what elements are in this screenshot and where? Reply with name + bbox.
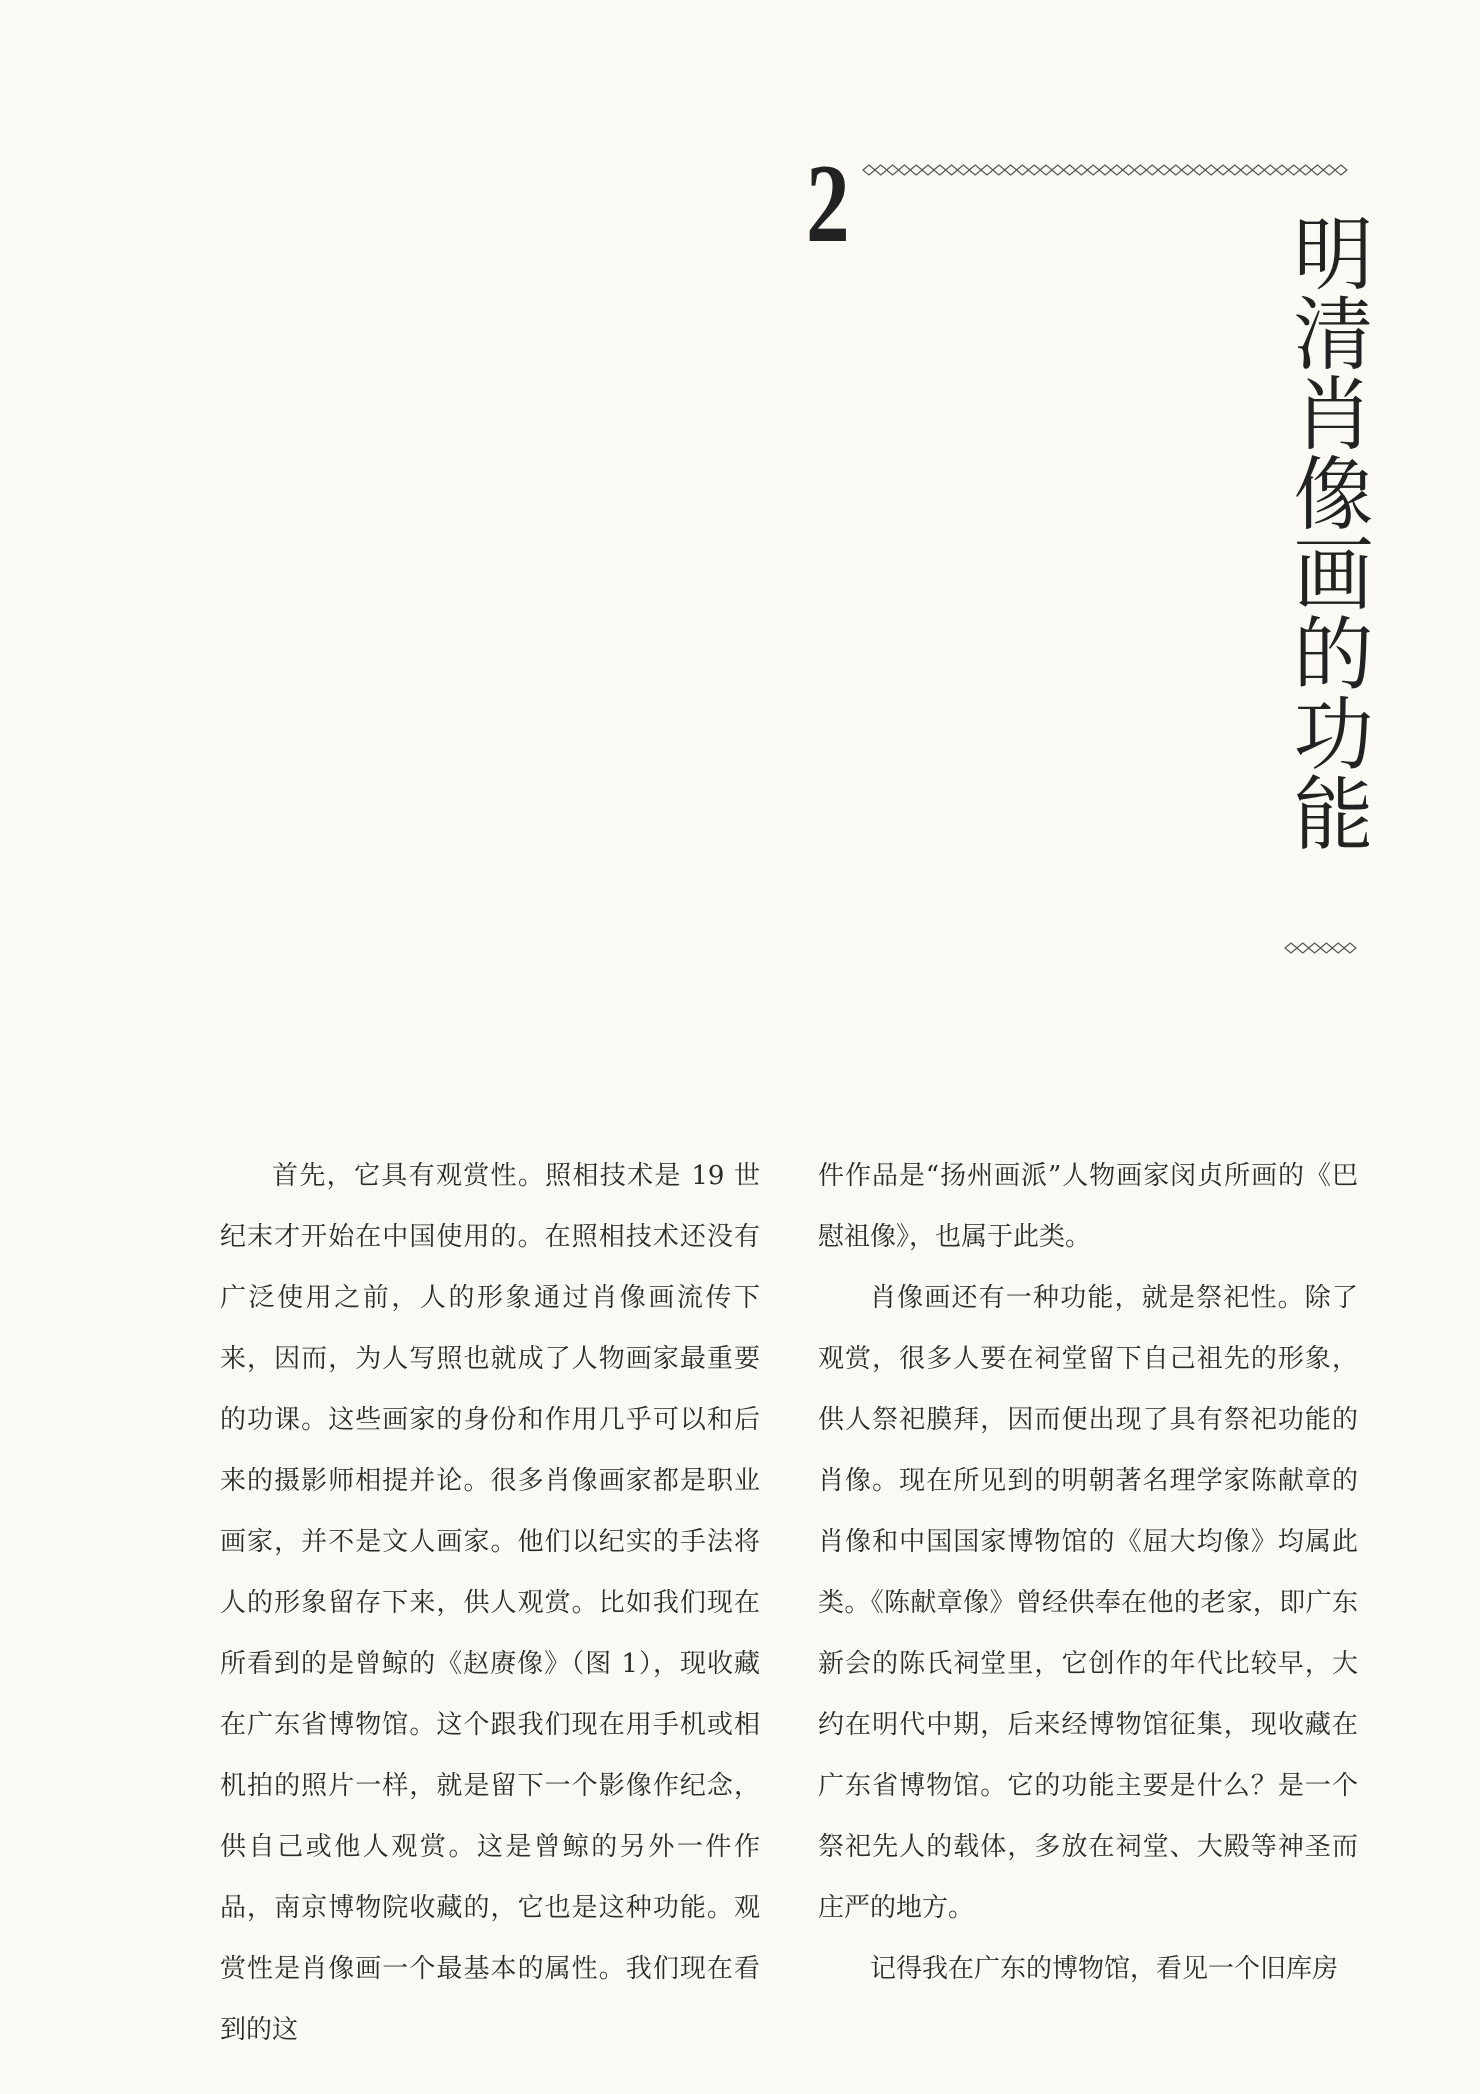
diamond-shape	[1028, 165, 1040, 175]
diamond-shape	[1040, 165, 1052, 175]
paragraph-continuation: 件作品是“扬州画派”人物画家闵贞所画的《巴慰祖像》，也属于此类。	[818, 1161, 1358, 1252]
diamond-shape	[1146, 165, 1158, 175]
paragraph-ritual-function: 肖像画还有一种功能，就是祭祀性。除了观赏，很多人要在祠堂留下自己祖先的形象，供人祭祀膜拜，因而便出现了具有祭祀功能的肖像。现在所见到的明朝著名理学家陈献章的肖像和中国国家博物馆的《屈大均像》均属此类。《陈献章像》曾经供奉在他的老家，即广东新会的陈氏祠堂里，它创作的年代比较早，大约在明代中期，后来经博物馆征集，现收藏在广东省博物馆。它的功能主要是什么？是一个祭祀先人的载体，多放在祠堂、大殿等神圣而庄严的地方。	[818, 1283, 1358, 1923]
diamond-ornament-bottom	[1284, 940, 1364, 956]
diamond-shape	[1320, 943, 1332, 953]
diamond-shape	[1332, 943, 1344, 953]
diamond-shape	[1052, 165, 1064, 175]
diamond-shape	[1182, 165, 1194, 175]
diamond-shape	[1229, 165, 1241, 175]
body-column-right	[818, 1146, 1358, 2000]
diamond-shape	[922, 165, 934, 175]
diamond-shape	[993, 165, 1005, 175]
diamond-shape	[934, 165, 946, 175]
diamond-shape	[1075, 165, 1087, 175]
diamond-shape	[1309, 943, 1321, 953]
diamond-shape	[969, 165, 981, 175]
diamond-ornament-top	[862, 162, 1352, 178]
paragraph-viewing-function: 首先，它具有观赏性。照相技术是 19 世纪末才开始在中国使用的。在照相技术还没有广泛使用之前，人的形象通过肖像画流传下来，因而，为人写照也就成了人物画家最重要的功课。这些画家的身份和作用几乎可以和后来的摄影师相提并论。很多肖像画家都是职业画家，并不是文人画家。他们以纪实的手法将人的形象留存下来，供人观赏。比如我们现在所看到的是曾鲸的《赵赓像》（图 1），现收藏在广东省博物馆。这个跟我们现在用手机或相机拍的照片一样，就是留下一个影像作纪念，供自己或他人观赏。这是曾鲸的另外一件作品，南京博物院收藏的，它也是这种功能。观赏性是肖像画一个最基本的属性。我们现在看到的这	[220, 1161, 760, 2045]
diamond-shape	[875, 165, 887, 175]
diamond-shape	[1087, 165, 1099, 175]
diamond-shape	[957, 165, 969, 175]
diamond-shape	[1276, 165, 1288, 175]
diamond-shape	[1005, 165, 1017, 175]
diamond-shape	[1288, 165, 1300, 175]
diamond-shape	[1241, 165, 1253, 175]
chapter-number: 2	[806, 142, 850, 266]
diamond-shape	[887, 165, 899, 175]
diamond-shape	[910, 165, 922, 175]
diamond-shape	[898, 165, 910, 175]
diamond-shape	[1217, 165, 1229, 175]
body-column-left	[220, 1146, 760, 2061]
diamond-shape	[946, 165, 958, 175]
diamond-shape	[1297, 943, 1309, 953]
diamond-shape	[1158, 165, 1170, 175]
diamond-shape	[1205, 165, 1217, 175]
diamond-shape	[1170, 165, 1182, 175]
diamond-shape	[1335, 165, 1347, 175]
diamond-shape	[1064, 165, 1076, 175]
diamond-shape	[1323, 165, 1335, 175]
chapter-title: 明清肖像画的功能	[1280, 212, 1373, 852]
diamond-shape	[1016, 165, 1028, 175]
diamond-shape	[1264, 165, 1276, 175]
diamond-shape	[1285, 943, 1297, 953]
diamond-shape	[1300, 165, 1312, 175]
paragraph-memory: 记得我在广东的博物馆，看见一个旧库房	[870, 1954, 1339, 1984]
diamond-shape	[1252, 165, 1264, 175]
diamond-shape	[1311, 165, 1323, 175]
diamond-shape	[1099, 165, 1111, 175]
diamond-shape	[1134, 165, 1146, 175]
diamond-shape	[1193, 165, 1205, 175]
diamond-shape	[981, 165, 993, 175]
diamond-shape	[863, 165, 875, 175]
diamond-shape	[1123, 165, 1135, 175]
diamond-shape	[1111, 165, 1123, 175]
diamond-shape	[1344, 943, 1356, 953]
